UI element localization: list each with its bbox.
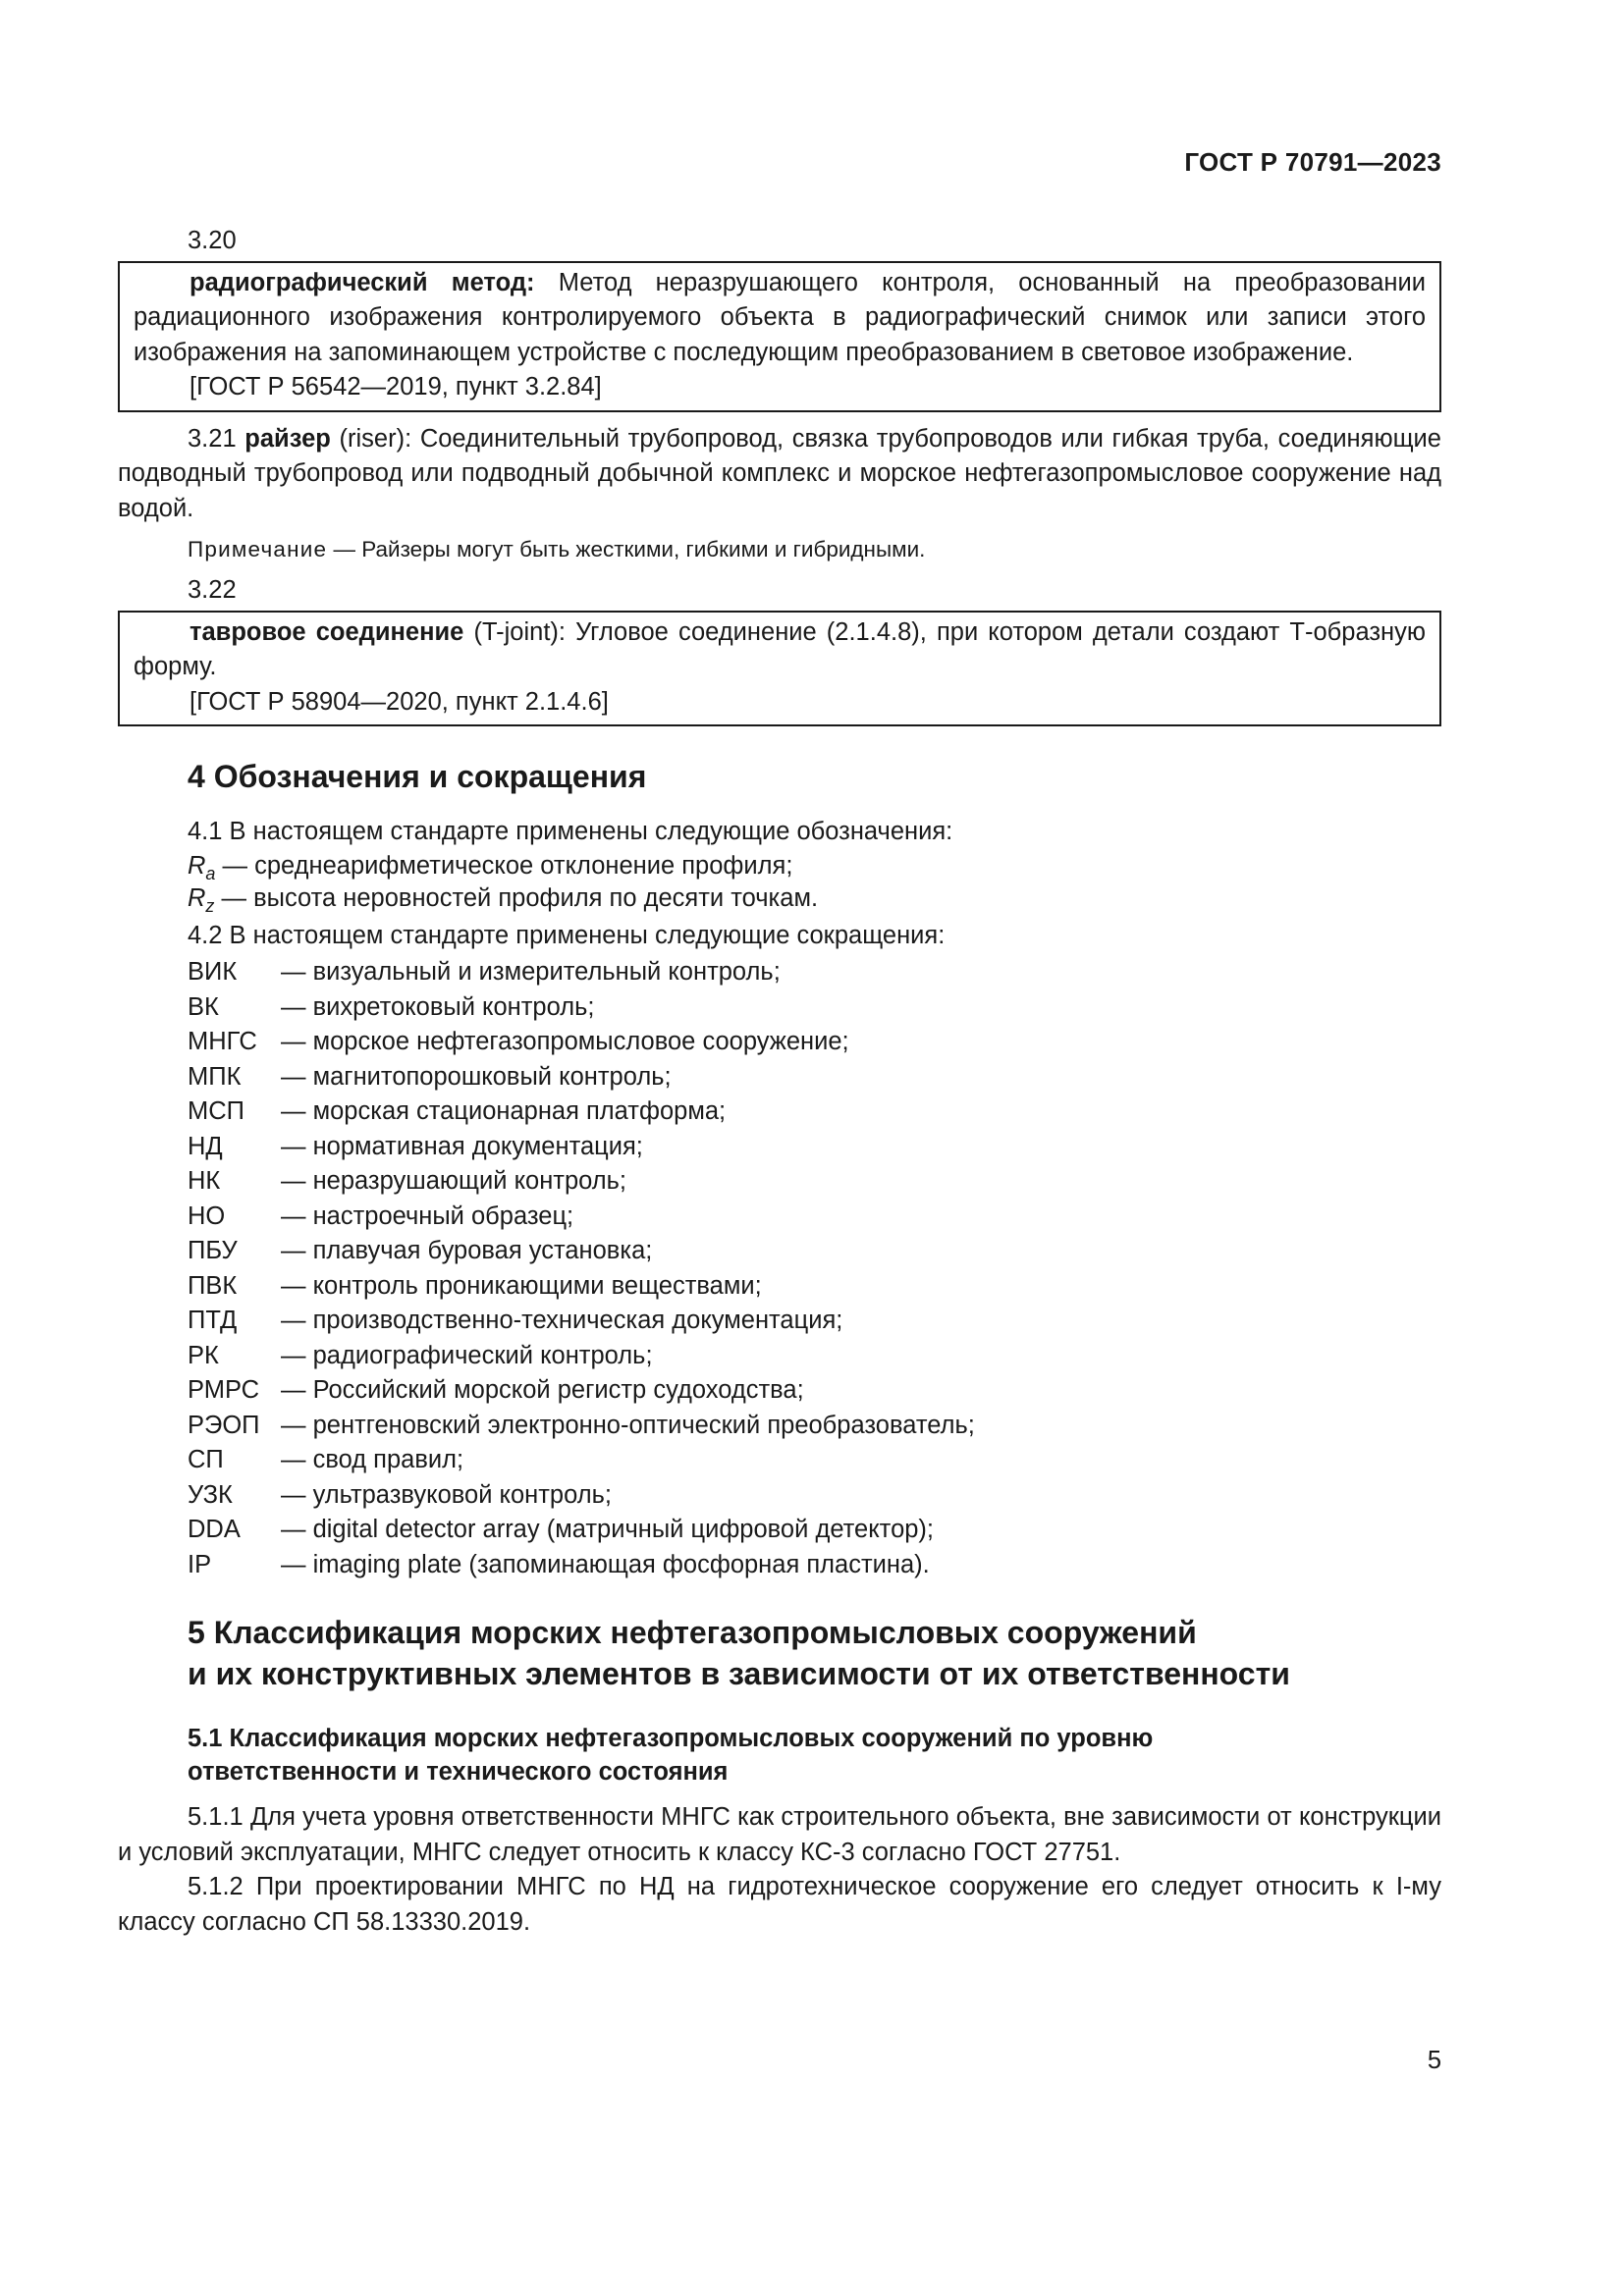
note-3-21 [118,534,1441,565]
abbreviation-value: — Российский морской регистр судоходства; [281,1376,804,1404]
abbreviation-key: DDA [188,1516,241,1543]
subsection-5-1-line2: ответственности и технического состояния [188,1758,729,1786]
abbreviation-key: РМРС [188,1376,260,1404]
abbreviation-item [188,1443,1441,1478]
term-number-3-21: 3.21 [188,424,237,453]
symbol-ra [118,850,1441,882]
abbreviation-key: ПТД [188,1307,238,1334]
clause-4-2: 4.2 В настоящем стандарте применены следующие сокращения: [188,921,946,949]
abbreviation-value: — производственно-техническая документация; [281,1307,843,1334]
abbreviation-key: МСП [188,1097,244,1125]
symbol-rz-sub: z [205,895,215,916]
abbreviation-value: — магнитопорошковый контроль; [281,1062,672,1091]
abbreviation-value: — визуальный и измерительный контроль; [281,958,781,986]
abbreviation-item [188,1269,1441,1305]
abbreviation-item [188,1409,1441,1444]
abbreviation-item [188,1095,1441,1130]
clause-5-1-2: 5.1.2 При проектировании МНГС по НД на гидротехническое сооружение его следует относить к I-му классу согласно СП 58.13330.2019. [118,1873,1441,1936]
term-english-3-21: (riser): [339,424,412,453]
abbreviation-key: ПВК [188,1271,238,1300]
abbreviation-item [188,1025,1441,1060]
symbol-rz-text: — высота неровностей профиля по десяти точкам. [214,883,819,912]
abbreviation-item [188,1478,1441,1514]
abbreviation-item [188,990,1441,1026]
abbreviation-key: УЗК [188,1480,233,1509]
abbreviation-list [118,955,1441,1582]
abbreviation-key: НД [188,1132,223,1160]
abbreviation-key: СП [188,1446,224,1473]
abbreviation-value: — морское нефтегазопромысловое сооружение; [281,1028,849,1055]
abbreviation-key: МНГС [188,1028,257,1055]
abbreviation-item [188,1130,1441,1165]
abbreviation-value: — радиографический контроль; [281,1341,653,1369]
standard-header: ГОСТ Р 70791—2023 [1184,147,1441,177]
abbreviation-key: ВК [188,992,219,1021]
abbreviation-item [188,1373,1441,1409]
term-source-3-22: [ГОСТ Р 58904—2020, пункт 2.1.4.6] [189,687,609,716]
symbol-rz-base: R [188,883,206,912]
section-5-title-line2: и их конструктивных элементов в зависимости от их ответственности [188,1656,1290,1691]
note-text: — Райзеры могут быть жесткими, гибкими и гибридными. [327,537,926,561]
abbreviation-item [188,955,1441,990]
abbreviation-value: — неразрушающий контроль; [281,1167,627,1195]
abbreviation-item [188,1200,1441,1235]
term-box-3-22 [118,611,1441,727]
term-title-3-22: тавровое соединение [189,617,464,646]
term-number-3-20: 3.20 [188,227,237,254]
abbreviation-item [188,1513,1441,1548]
abbreviation-item [188,1164,1441,1200]
section-4-title: 4 Обозначения и сокращения [188,759,647,794]
abbreviation-key: IP [188,1550,212,1578]
symbol-rz [118,882,1441,915]
abbreviation-value: — плавучая буровая установка; [281,1237,653,1264]
abbreviation-value: — свод правил; [281,1446,464,1473]
term-definition-3-22: Угловое соединение (2.1.4.8), при котором детали создают Т-образную форму. [134,617,1426,680]
note-label: Примечание [188,537,328,561]
symbol-ra-sub: a [205,863,216,883]
abbreviation-item [188,1060,1441,1095]
term-source-3-20: [ГОСТ Р 56542—2019, пункт 3.2.84] [189,373,602,400]
abbreviation-item [188,1339,1441,1374]
page-number: 5 [1427,2047,1441,2074]
abbreviation-value: — настроечный образец; [281,1201,574,1230]
abbreviation-value: — контроль проникающими веществами; [281,1271,762,1300]
abbreviation-key: НО [188,1201,226,1230]
abbreviation-value: — нормативная документация; [281,1132,643,1160]
abbreviation-value: — ультразвуковой контроль; [281,1480,612,1509]
abbreviation-value: — рентгеновский электронно-оптический преобразователь; [281,1411,975,1439]
symbol-ra-text: — среднеарифметическое отклонение профиля; [215,851,793,880]
term-title-3-21: райзер [244,424,331,453]
symbol-ra-base: R [188,851,206,880]
abbreviation-item [188,1234,1441,1269]
term-3-21 [118,422,1441,527]
subsection-5-1-title [118,1722,1441,1789]
term-definition-3-21: Соединительный трубопровод, связка трубопроводов или гибкая труба, соединяющие подводный трубопровод или подводный добычной комплекс и морское нефтегазопромысловое сооружение над водой. [118,424,1441,522]
abbreviation-key: НК [188,1167,221,1195]
abbreviation-value: — imaging plate (запоминающая фосфорная пластина). [281,1550,930,1578]
section-5-title-line1: 5 Классификация морских нефтегазопромысловых сооружений [188,1615,1197,1650]
abbreviation-value: — digital detector array (матричный цифровой детектор); [281,1516,935,1543]
abbreviation-value: — вихретоковый контроль; [281,992,595,1021]
abbreviation-key: РЭОП [188,1411,260,1439]
term-box-3-20 [118,261,1441,412]
term-english-3-22: (T-joint): [473,617,566,646]
abbreviation-value: — морская стационарная платформа; [281,1097,727,1125]
abbreviation-key: ПБУ [188,1237,238,1264]
abbreviation-key: МПК [188,1062,242,1091]
term-title-3-20: радиографический метод: [189,268,535,296]
abbreviation-item [188,1548,1441,1583]
clause-4-1: 4.1 В настоящем стандарте применены следующие обозначения: [188,818,953,845]
clause-5-1-1: 5.1.1 Для учета уровня ответственности МНГС как строительного объекта, вне зависимости от конструкции и условий эксплуатации, МНГС следует относить к классу КС-3 согласно ГОСТ 27751. [118,1803,1441,1866]
subsection-5-1-line1: 5.1 Классификация морских нефтегазопромысловых сооружений по уровню [188,1725,1154,1752]
document-body [118,224,1441,1940]
abbreviation-key: РК [188,1341,219,1369]
section-5-title [118,1612,1441,1694]
term-number-3-22: 3.22 [188,576,237,604]
abbreviation-item [188,1304,1441,1339]
term-definition-3-20: Метод неразрушающего контроля, основанный на преобразовании радиационного изображения контролируемого объекта в радиографический снимок или записи этого изображения на запоминающем устройстве с последующим преобразованием в световое изображение. [134,268,1426,366]
abbreviation-key: ВИК [188,958,238,986]
